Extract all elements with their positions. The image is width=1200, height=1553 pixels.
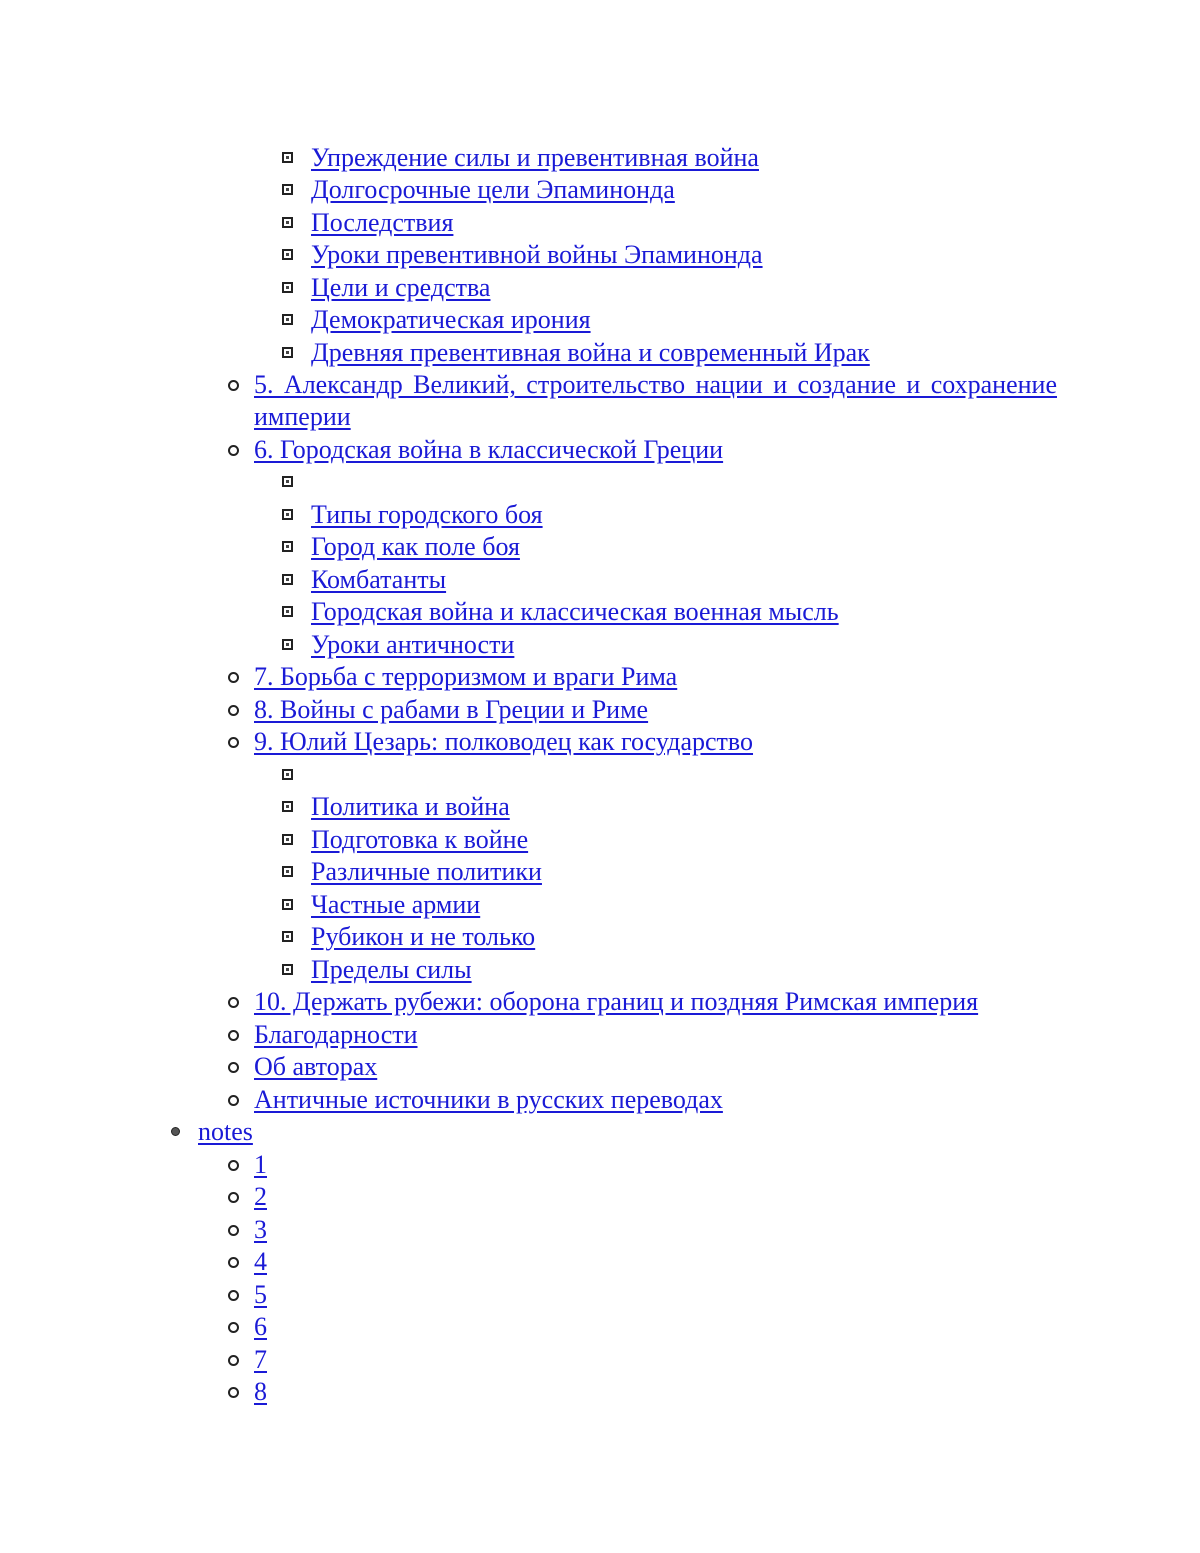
- toc-link[interactable]: 5. Александр Великий, строительство нации и создание и сохранение империи: [254, 370, 1057, 431]
- square-bullet-icon: [282, 217, 293, 228]
- circle-bullet-icon: [228, 705, 239, 716]
- toc-item: [254, 1376, 267, 1408]
- toc-item: [254, 369, 1057, 433]
- note-link[interactable]: 6: [254, 1312, 267, 1341]
- square-bullet-icon: [282, 769, 293, 780]
- square-bullet-icon: [282, 801, 293, 812]
- toc-item: [311, 142, 759, 174]
- toc-item: [311, 856, 542, 888]
- toc-item: [311, 596, 839, 628]
- circle-bullet-icon: [228, 1030, 239, 1041]
- toc-link[interactable]: 7. Борьба с терроризмом и враги Рима: [254, 662, 678, 691]
- square-bullet-icon: [282, 314, 293, 325]
- square-bullet-icon: [282, 574, 293, 585]
- square-bullet-icon: [282, 899, 293, 910]
- toc-item: [254, 1019, 418, 1051]
- toc-item: [311, 824, 528, 856]
- toc-item: [254, 1051, 377, 1083]
- square-bullet-icon: [282, 282, 293, 293]
- note-link[interactable]: 7: [254, 1345, 267, 1374]
- toc-link[interactable]: Цели и средства: [311, 273, 491, 302]
- toc-item: [254, 1181, 267, 1213]
- circle-bullet-icon: [228, 1160, 239, 1171]
- toc-link[interactable]: Древняя превентивная война и современный Ирак: [311, 338, 870, 367]
- toc-link[interactable]: 10. Держать рубежи: оборона границ и поздняя Римская империя: [254, 987, 979, 1016]
- toc-link[interactable]: Об авторах: [254, 1052, 378, 1081]
- toc-link[interactable]: Уроки античности: [311, 630, 515, 659]
- toc-link[interactable]: Городская война и классическая военная мысль: [311, 597, 839, 626]
- toc-item: [254, 1246, 267, 1278]
- toc-link[interactable]: Подготовка к войне: [311, 825, 529, 854]
- toc-item: [311, 531, 520, 563]
- toc-item: [254, 1344, 267, 1376]
- toc-link[interactable]: Типы городского боя: [311, 500, 543, 529]
- toc-item: [311, 174, 675, 206]
- square-bullet-icon: [282, 152, 293, 163]
- note-link[interactable]: 1: [254, 1150, 267, 1179]
- toc-item: [198, 1116, 253, 1148]
- toc-item: [311, 499, 543, 531]
- toc-item: [254, 726, 753, 758]
- toc-item: [254, 1084, 723, 1116]
- circle-bullet-icon: [228, 1095, 239, 1106]
- toc-link[interactable]: Уроки превентивной войны Эпаминонда: [311, 240, 763, 269]
- toc-item: [311, 791, 510, 823]
- toc-item: [311, 207, 453, 239]
- square-bullet-icon: [282, 834, 293, 845]
- toc-item: [311, 304, 591, 336]
- square-bullet-icon: [282, 509, 293, 520]
- toc-link[interactable]: Античные источники в русских переводах: [254, 1085, 723, 1114]
- toc-item: [254, 1311, 267, 1343]
- toc-item: [254, 1214, 267, 1246]
- toc-item: [254, 1279, 267, 1311]
- square-bullet-icon: [282, 476, 293, 487]
- toc-item: [254, 1149, 267, 1181]
- circle-bullet-icon: [228, 380, 239, 391]
- circle-bullet-icon: [228, 1257, 239, 1268]
- toc-link[interactable]: 8. Войны с рабами в Греции и Риме: [254, 695, 649, 724]
- square-bullet-icon: [282, 866, 293, 877]
- toc-item: [311, 629, 514, 661]
- square-bullet-icon: [282, 184, 293, 195]
- square-bullet-icon: [282, 639, 293, 650]
- toc-link[interactable]: Пределы силы: [311, 955, 472, 984]
- circle-bullet-icon: [228, 1062, 239, 1073]
- square-bullet-icon: [282, 931, 293, 942]
- toc-link[interactable]: Частные армии: [311, 890, 481, 919]
- toc-item: [311, 272, 490, 304]
- toc-link[interactable]: Последствия: [311, 208, 454, 237]
- note-link[interactable]: 4: [254, 1247, 267, 1276]
- circle-bullet-icon: [228, 1290, 239, 1301]
- circle-bullet-icon: [228, 1225, 239, 1236]
- circle-bullet-icon: [228, 672, 239, 683]
- toc-link[interactable]: Город как поле боя: [311, 532, 520, 561]
- toc-item: [311, 239, 763, 271]
- toc-item: [311, 564, 446, 596]
- toc-item: [311, 337, 870, 369]
- toc-item: [254, 694, 648, 726]
- toc-link[interactable]: Благодарности: [254, 1020, 418, 1049]
- toc-link[interactable]: 9. Юлий Цезарь: полководец как государство: [254, 727, 754, 756]
- toc-item: [254, 986, 978, 1018]
- note-link[interactable]: 2: [254, 1182, 267, 1211]
- note-link[interactable]: 5: [254, 1280, 267, 1309]
- toc-item: [311, 889, 480, 921]
- toc-link[interactable]: Демократическая ирония: [311, 305, 591, 334]
- toc-item: [254, 434, 723, 466]
- toc-link[interactable]: 6. Городская война в классической Греции: [254, 435, 724, 464]
- square-bullet-icon: [282, 964, 293, 975]
- disc-bullet-icon: [171, 1127, 180, 1136]
- toc-link[interactable]: Различные политики: [311, 857, 542, 886]
- circle-bullet-icon: [228, 445, 239, 456]
- circle-bullet-icon: [228, 1387, 239, 1398]
- note-link[interactable]: 3: [254, 1215, 267, 1244]
- note-link[interactable]: 8: [254, 1377, 267, 1406]
- square-bullet-icon: [282, 249, 293, 260]
- toc-item: [311, 954, 472, 986]
- toc-item: [311, 921, 535, 953]
- toc-item: [254, 661, 677, 693]
- circle-bullet-icon: [228, 997, 239, 1008]
- square-bullet-icon: [282, 606, 293, 617]
- square-bullet-icon: [282, 347, 293, 358]
- square-bullet-icon: [282, 541, 293, 552]
- circle-bullet-icon: [228, 1192, 239, 1203]
- circle-bullet-icon: [228, 1322, 239, 1333]
- toc-link[interactable]: Комбатанты: [311, 565, 447, 594]
- toc-link[interactable]: notes: [198, 1117, 253, 1146]
- toc-link[interactable]: Долгосрочные цели Эпаминонда: [311, 175, 675, 204]
- circle-bullet-icon: [228, 737, 239, 748]
- toc-link[interactable]: Упреждение силы и превентивная война: [311, 143, 759, 172]
- circle-bullet-icon: [228, 1355, 239, 1366]
- toc-link[interactable]: Рубикон и не только: [311, 922, 536, 951]
- toc-link[interactable]: Политика и война: [311, 792, 510, 821]
